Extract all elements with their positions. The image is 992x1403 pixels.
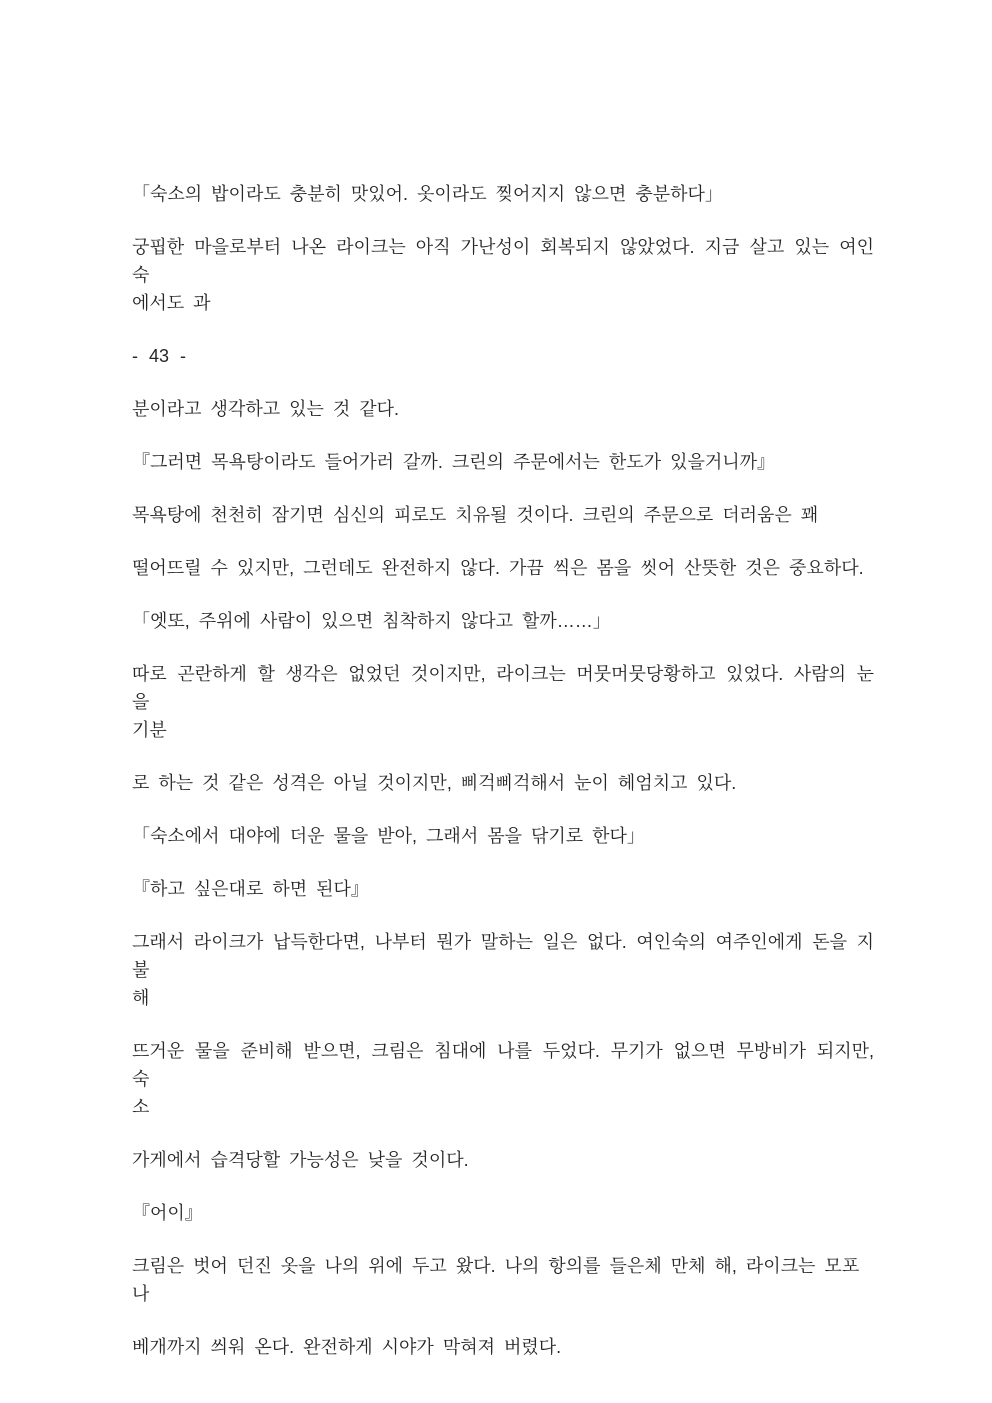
paragraph bbox=[132, 1199, 874, 1227]
paragraph bbox=[132, 822, 874, 850]
paragraph bbox=[132, 233, 874, 317]
text-line: 「숙소에서 대야에 더운 물을 받아, 그래서 몸을 닦기로 한다」 bbox=[132, 826, 645, 846]
text-line: 에서도 과 bbox=[132, 293, 211, 313]
paragraph bbox=[132, 501, 874, 529]
text-line: 『그러면 목욕탕이라도 들어가러 갈까. 크린의 주문에서는 한도가 있을거니까』 bbox=[132, 452, 776, 472]
text-line: 「숙소의 밥이라도 충분히 맛있어. 옷이라도 찢어지지 않으면 충분하다」 bbox=[132, 184, 723, 204]
paragraph bbox=[132, 1252, 874, 1308]
text-line: 기분 bbox=[132, 720, 167, 740]
text-line: 소 bbox=[132, 1097, 150, 1117]
text-line: 뜨거운 물을 준비해 받으면, 크림은 침대에 나를 두었다. 무기가 없으면 무방비가 되지만, 숙 bbox=[132, 1041, 874, 1089]
document-body bbox=[132, 180, 874, 1361]
text-line: 『하고 싶은대로 하면 된다』 bbox=[132, 879, 369, 899]
text-line: 베개까지 씌워 온다. 완전하게 시야가 막혀져 버렸다. bbox=[132, 1337, 562, 1357]
text-line: 로 하는 것 같은 성격은 아닐 것이지만, 삐걱삐걱해서 눈이 헤엄치고 있다. bbox=[132, 773, 737, 793]
text-line: 분이라고 생각하고 있는 것 같다. bbox=[132, 399, 400, 419]
text-line: - 43 - bbox=[132, 346, 187, 366]
paragraph bbox=[132, 448, 874, 476]
paragraph bbox=[132, 1146, 874, 1174]
text-line: 크림은 벗어 던진 옷을 나의 위에 두고 왔다. 나의 항의를 들은체 만체 해, 라이크는 모포나 bbox=[132, 1256, 860, 1304]
text-line: 「엣또, 주위에 사람이 있으면 침착하지 않다고 할까……」 bbox=[132, 611, 611, 631]
text-line: 궁핍한 마을로부터 나온 라이크는 아직 가난성이 회복되지 않았었다. 지금 살고 있는 여인숙 bbox=[132, 237, 874, 285]
paragraph bbox=[132, 1037, 874, 1121]
text-line: 가게에서 습격당할 가능성은 낮을 것이다. bbox=[132, 1150, 469, 1170]
text-line: 『어이』 bbox=[132, 1203, 203, 1223]
paragraph bbox=[132, 554, 874, 582]
paragraph bbox=[132, 180, 874, 208]
text-line: 해 bbox=[132, 988, 150, 1008]
paragraph bbox=[132, 1333, 874, 1361]
page-number bbox=[132, 342, 874, 370]
paragraph bbox=[132, 660, 874, 744]
text-line: 목욕탕에 천천히 잠기면 심신의 피로도 치유될 것이다. 크린의 주문으로 더러움은 꽤 bbox=[132, 505, 819, 525]
paragraph bbox=[132, 769, 874, 797]
paragraph bbox=[132, 928, 874, 1012]
text-line: 그래서 라이크가 납득한다면, 나부터 뭔가 말하는 일은 없다. 여인숙의 여주인에게 돈을 지불 bbox=[132, 932, 874, 980]
paragraph bbox=[132, 875, 874, 903]
paragraph bbox=[132, 607, 874, 635]
text-line: 떨어뜨릴 수 있지만, 그런데도 완전하지 않다. 가끔 씩은 몸을 씻어 산뜻한 것은 중요하다. bbox=[132, 558, 864, 578]
text-line: 따로 곤란하게 할 생각은 없었던 것이지만, 라이크는 머뭇머뭇당황하고 있었다. 사람의 눈을 bbox=[132, 664, 874, 712]
paragraph bbox=[132, 395, 874, 423]
